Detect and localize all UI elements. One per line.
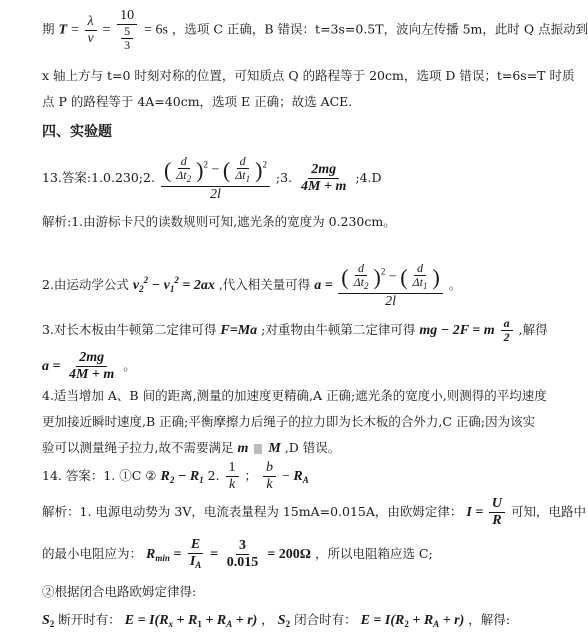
paragraph-line-3: 点 P 的路程等于 4A=40cm，选项 E 正确；故选 ACE.: [42, 94, 353, 109]
numerator: 2mg: [308, 162, 339, 179]
denominator: 4M + m: [68, 367, 115, 382]
fraction-d-dt2: [173, 155, 194, 186]
numerator: d: [355, 262, 367, 276]
subscript: x: [168, 619, 174, 629]
subscript: 1: [422, 280, 428, 291]
denominator: k: [228, 477, 236, 492]
numerator: λ: [85, 14, 97, 31]
subscript: A: [302, 475, 309, 485]
delta-t: Δt: [235, 167, 246, 182]
subscript: 1: [169, 284, 175, 294]
explanation-14-2: [42, 536, 536, 572]
math-I: I =: [466, 505, 487, 520]
text: ,解得: [518, 322, 548, 337]
text: ;4.D: [355, 170, 382, 185]
eq: E = I(R: [124, 613, 169, 628]
denominator: 2l: [209, 186, 221, 202]
plus: + R: [201, 613, 227, 628]
subscript: 1: [197, 619, 202, 629]
fraction-d-dt1: [410, 262, 431, 293]
text: ;对重物由牛顿第二定律可得: [261, 322, 420, 337]
math-result: = 6s: [144, 22, 168, 38]
subscript: 2: [186, 173, 192, 184]
text: 13.答案:1.0.230;2.: [42, 170, 155, 185]
math-result: = 200Ω: [267, 547, 311, 562]
minus: −: [282, 469, 294, 484]
explanation-13-2: [42, 252, 536, 308]
math-eq: =: [71, 22, 83, 38]
fraction-3-over-0015: [224, 538, 262, 571]
denominator: k: [266, 477, 273, 492]
explanation-13-4-line-1: 4.适当增加 A、B 间的距离,测量的加速度更精确,A 正确;遮光条的宽度小,则测得的平均速度: [42, 388, 547, 403]
superscript: 2: [380, 266, 386, 277]
text: ，解得:: [468, 612, 510, 627]
denominator: [116, 25, 138, 52]
kinematics-formula: [132, 275, 215, 294]
paragraph-line-1: [42, 8, 588, 52]
plus: + R: [408, 613, 434, 628]
text: 期: [42, 21, 55, 37]
math-M: M: [268, 441, 281, 456]
R: R: [160, 469, 170, 484]
minus: −: [148, 278, 164, 293]
denominator: [173, 169, 194, 186]
explanation-13-1: 解析:1.由游标卡尺的读数规则可知,遮光条的宽度为 0.230cm。: [42, 214, 396, 229]
subscript: 1: [199, 475, 204, 485]
text: 的最小电阻应为：: [42, 546, 143, 561]
math-eq: =: [102, 22, 115, 38]
numerator: d: [414, 262, 426, 276]
text: ;3.: [275, 170, 293, 185]
fraction-d-dt2: [351, 262, 372, 293]
subscript: 2: [285, 619, 291, 629]
text: ，: [261, 612, 274, 627]
minus: −: [385, 269, 401, 285]
numerator: E: [188, 537, 203, 554]
answer-13: [42, 150, 536, 206]
math-r2-minus-r1: [160, 469, 203, 484]
numerator: 10: [117, 8, 137, 25]
subscript: A: [433, 619, 440, 629]
subscript: min: [155, 553, 170, 563]
fraction-2mg: [298, 162, 349, 195]
denominator: 0.015: [226, 555, 259, 570]
superscript: 2: [143, 275, 149, 285]
denominator: 2: [503, 330, 510, 344]
fraction-2mg: [66, 350, 117, 383]
denominator: 3: [124, 38, 131, 52]
text: ，选项 C 正确，B 错误：t=3s=0.5T，波向左传播 5m，此时 Q 点振动到: [171, 21, 588, 37]
fraction-velocity-squared-diff: [161, 155, 270, 203]
S: S: [42, 613, 50, 628]
text: 2.: [207, 468, 224, 483]
numerator: d: [237, 155, 249, 169]
fraction-10-over-5-3: [116, 8, 138, 52]
numerator: ( $\frac{d}{\Delta t_2}$ )$^2$ − ( $\frac{d}{\Delta t_1}$ )$^2$: [161, 155, 270, 187]
explanation-14-1: [42, 494, 586, 530]
separator: ；: [244, 468, 258, 483]
text: 。: [123, 358, 136, 373]
text: 2.由运动学公式: [42, 277, 129, 292]
numerator: 5: [121, 25, 133, 39]
v: v: [163, 278, 170, 293]
explanation-13-4-line-2: 更加接近瞬时速度,B 正确;平衡摩擦力后绳子的拉力即为长木板的合外力,C 正确;因为该实: [42, 414, 536, 429]
minus: −: [207, 162, 223, 178]
delta-t: Δt: [176, 167, 187, 182]
plus: + r): [439, 613, 465, 628]
eq: =: [169, 547, 185, 562]
explanation-13-4-line-3: [42, 438, 536, 459]
explanation-13-3-result: [42, 348, 536, 384]
subscript: 1: [245, 173, 251, 184]
text: 14. 答案：1. ①C ②: [42, 468, 157, 483]
plus: + R: [173, 613, 198, 628]
text: 3.对长木板由牛顿第二定律可得: [42, 322, 221, 337]
fraction-d-dt1: [232, 155, 253, 186]
paragraph-line-2: x 轴上方与 t=0 时刻对称的位置，可知质点 Q 的路程等于 20cm，选项 D 错误；t=6s=T 时质: [42, 68, 575, 83]
explanation-14-4: [42, 610, 536, 634]
section-heading: 四、实验题: [42, 124, 112, 140]
subscript: A: [195, 559, 202, 570]
denominator: 2l: [385, 293, 396, 309]
fraction-b-over-k: [263, 460, 276, 493]
fraction-acceleration: [338, 262, 443, 310]
subscript: 2: [363, 280, 369, 291]
superscript: 2: [262, 159, 267, 170]
text: 闭合时有：: [294, 612, 357, 627]
numerator: U: [489, 496, 505, 513]
fraction-u-over-r: [489, 496, 505, 529]
explanation-13-3: [42, 314, 548, 346]
math-m: m: [237, 441, 249, 456]
numerator: b: [263, 460, 276, 477]
numerator: 3: [236, 538, 249, 555]
I: I: [189, 553, 196, 569]
eq: =: [210, 547, 222, 562]
plus: + r): [232, 613, 258, 628]
text: ，所以电阻箱应选 C;: [314, 546, 433, 561]
subscript: 2: [49, 619, 55, 629]
superscript: 2: [174, 275, 179, 285]
subscript: 2: [139, 284, 144, 294]
minus: −: [174, 469, 190, 484]
delta-t: Δt: [412, 274, 423, 289]
fraction-a-over-2: [501, 317, 513, 344]
fraction-e-over-ia: [187, 537, 204, 573]
R: R: [189, 469, 200, 484]
math-a: a =: [42, 359, 64, 374]
text: 。: [448, 277, 462, 292]
denominator: [351, 276, 372, 293]
numerator: ( $\frac{d}{\Delta t_2}$ )$^2$ − ( $\frac{d}{\Delta t_1}$ ): [338, 262, 443, 294]
subscript: 2: [404, 619, 409, 629]
denominator: [410, 276, 431, 293]
text: ,代入相关量可得: [218, 277, 311, 292]
much-less-than-symbol: [254, 444, 262, 454]
text: 解析：1. 电源电动势为 3V，电流表量程为 15mA=0.015A，由欧姆定律：: [42, 504, 463, 519]
numerator: 1: [226, 460, 239, 477]
denominator: [187, 554, 204, 573]
numerator: d: [178, 155, 190, 169]
R: R: [293, 469, 303, 484]
R: R: [146, 547, 156, 562]
denominator: 4M + m: [301, 179, 347, 194]
subscript: A: [226, 619, 233, 629]
math-T: T: [58, 22, 68, 38]
text: 可知，电路中: [510, 504, 586, 519]
v: v: [132, 278, 140, 293]
answer-14: [42, 458, 536, 494]
delta-t: Δt: [353, 274, 364, 289]
denominator: R: [492, 513, 502, 528]
fraction-5-over-3: [121, 25, 133, 52]
denominator: [232, 169, 253, 186]
S: S: [277, 613, 286, 628]
eq: E = I(R: [360, 613, 405, 628]
superscript: 2: [203, 159, 208, 170]
text: ,D 错误。: [284, 440, 341, 455]
subscript: 2: [169, 475, 175, 485]
rhs: = 2ax: [178, 278, 215, 293]
numerator: a: [501, 317, 513, 331]
math-a: a =: [314, 278, 337, 293]
denominator: v: [87, 30, 94, 46]
math-equation: mg − 2F = m: [419, 323, 495, 338]
explanation-14-3: ②根据闭合电路欧姆定律得:: [42, 584, 197, 599]
numerator: 2mg: [76, 350, 107, 367]
text: 验可以测量绳子拉力,故不需要满足: [42, 440, 238, 455]
fraction-lambda-over-v: [84, 14, 96, 47]
math-fma: F=Ma: [220, 323, 258, 338]
fraction-1-over-k: [226, 460, 239, 493]
text: 断开时有：: [58, 612, 121, 627]
